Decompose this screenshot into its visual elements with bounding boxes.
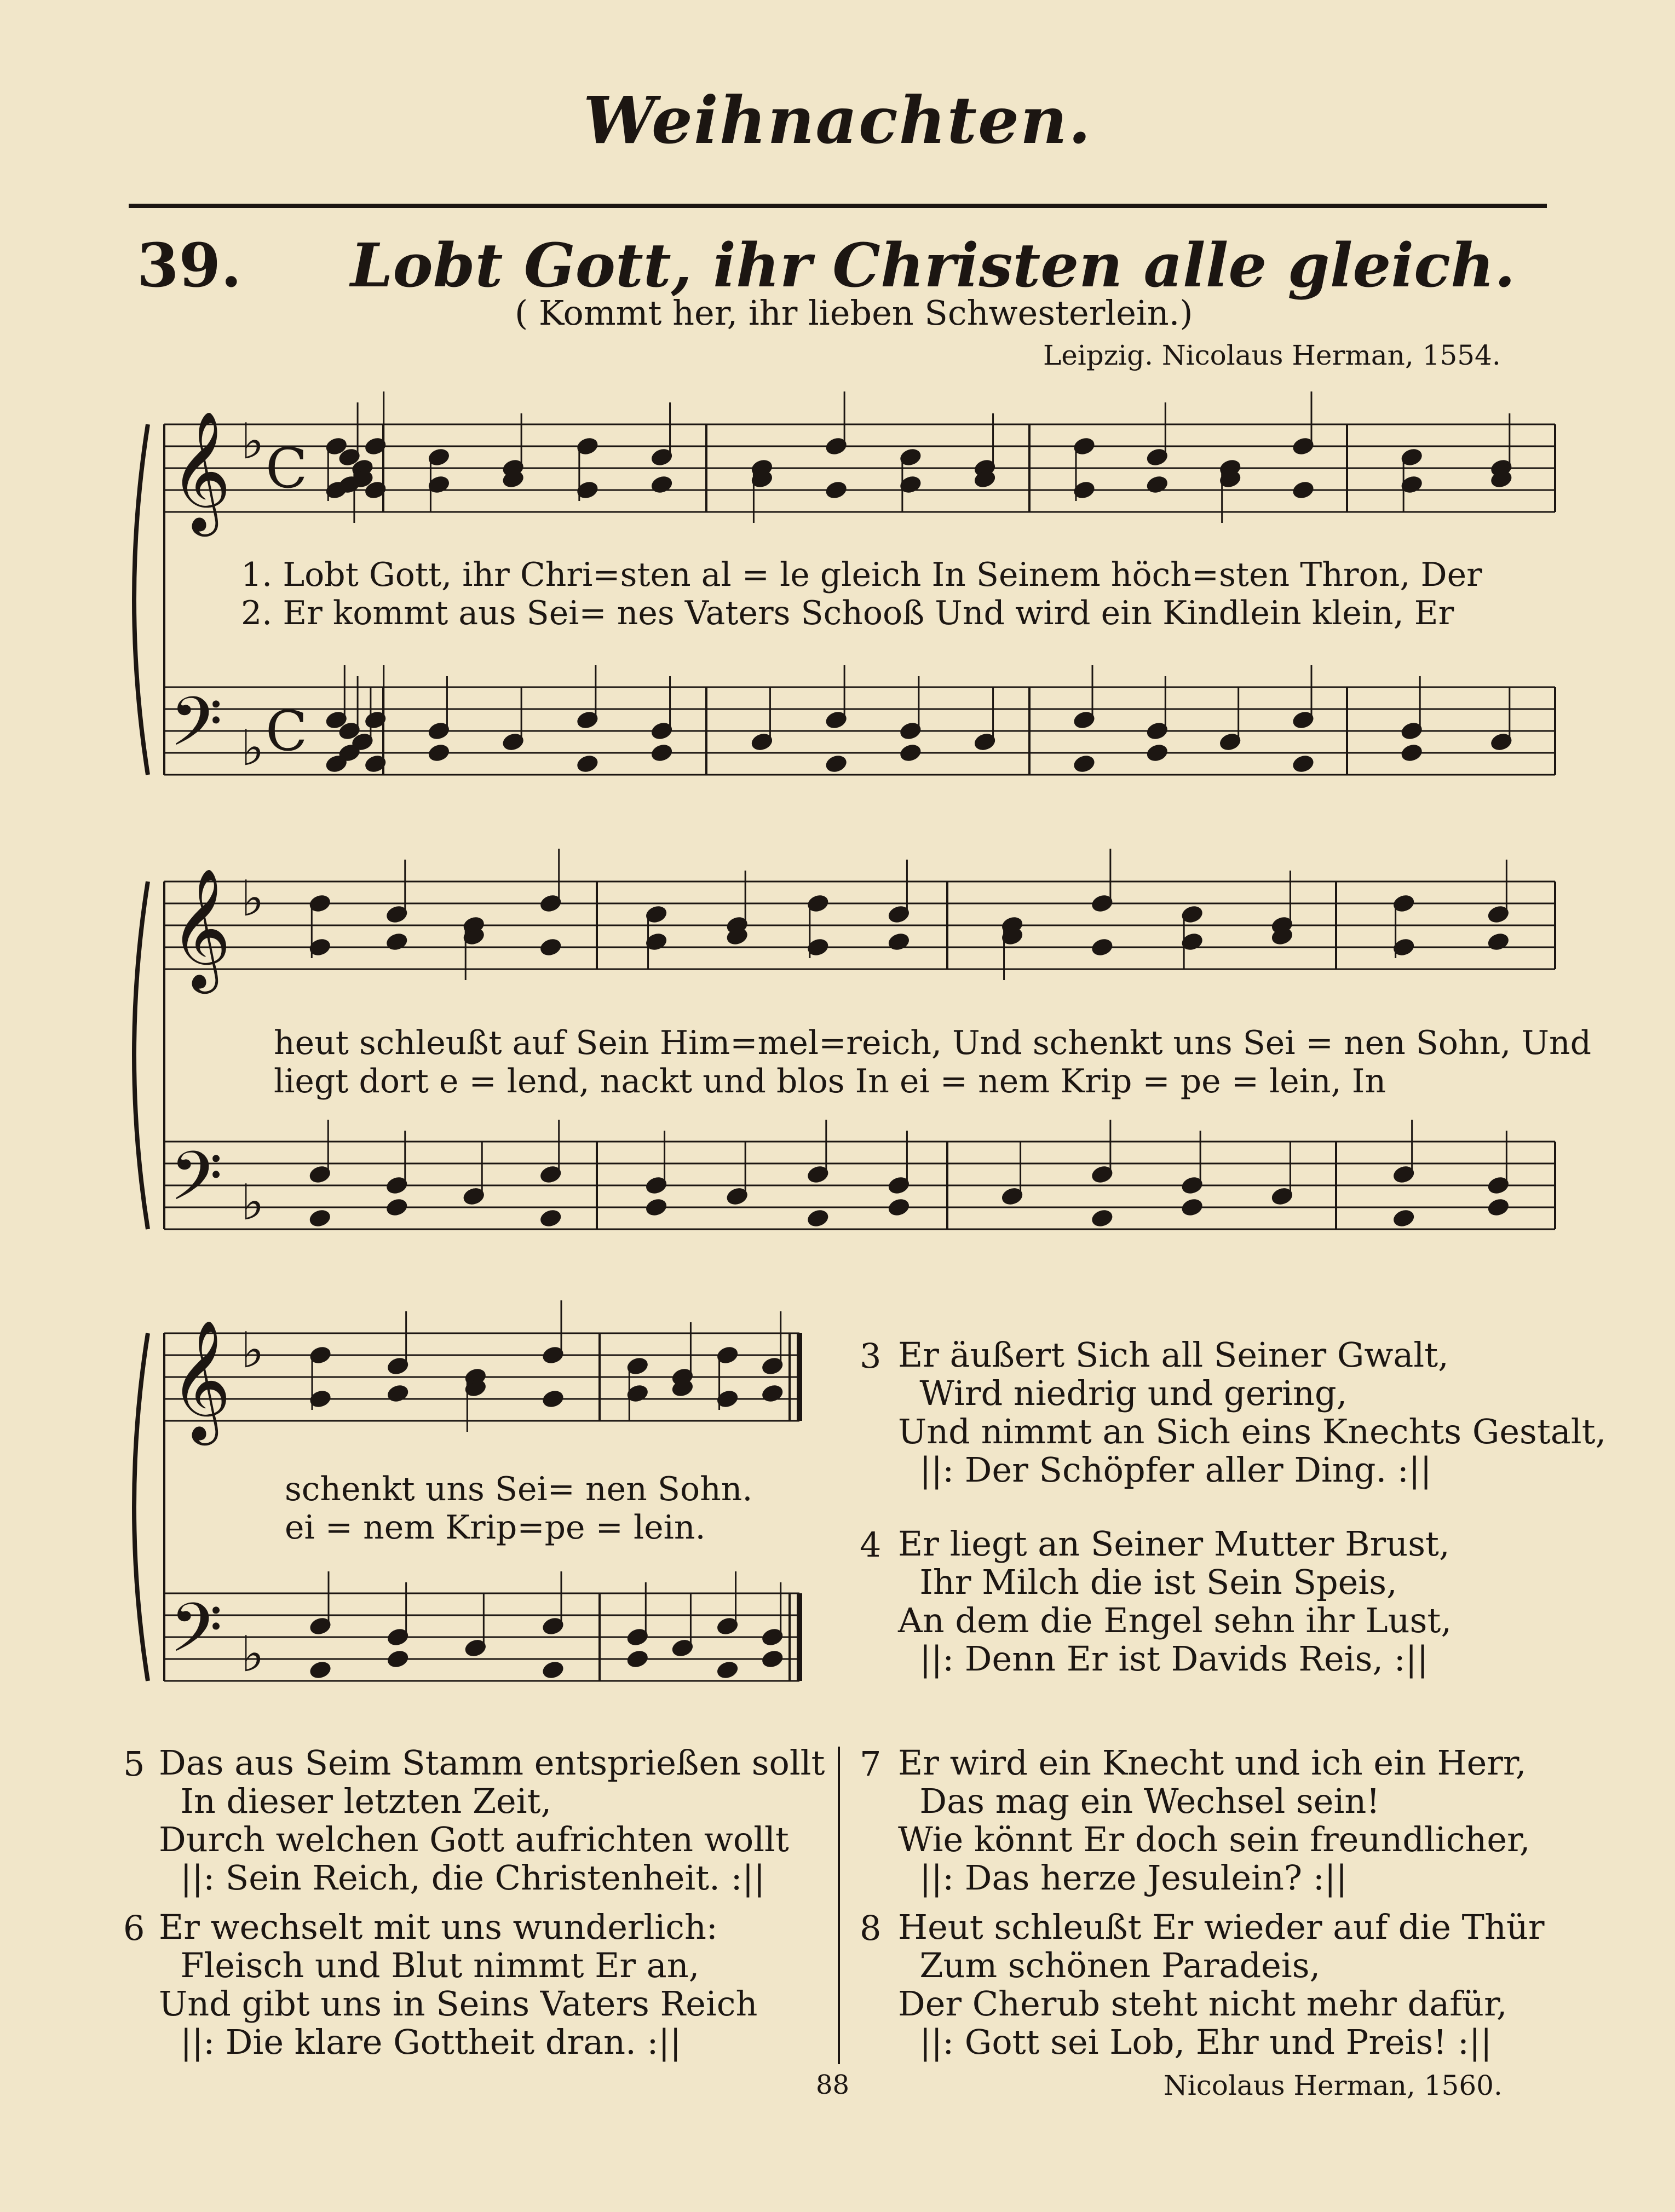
system-brace xyxy=(134,1333,148,1681)
note-head xyxy=(1073,754,1095,773)
system-brace xyxy=(134,882,148,1229)
verse-number: 3 xyxy=(860,1336,882,1376)
time-signature: C xyxy=(266,436,308,500)
note-head xyxy=(1091,1209,1113,1228)
note-head xyxy=(1292,754,1314,773)
note-head xyxy=(309,1209,331,1228)
note-head xyxy=(1292,481,1314,499)
note-head xyxy=(1487,932,1509,951)
note-head xyxy=(428,744,450,762)
bass-clef: 𝄢 xyxy=(170,1589,223,1684)
verse-text: Er wird ein Knecht und ich ein Herr, Das mag ein Wechsel sein! Wie könnt Er doch sein freundlicher, ||: Das herze Jesulein? :|| xyxy=(898,1743,1530,1898)
note-head xyxy=(386,1198,408,1217)
treble-clef: 𝄞 xyxy=(170,867,232,988)
note-head xyxy=(900,744,922,762)
column-divider xyxy=(838,1747,840,2064)
lyric-line: ei = nem Krip=pe = lein. xyxy=(285,1508,706,1547)
lyric-line: liegt dort e = lend, nackt und blos In ei = nem Krip = pe = lein, In xyxy=(274,1062,1386,1101)
lyric-line: heut schleußt auf Sein Him=mel=reich, Und schenkt uns Sei = nen Sohn, Und xyxy=(274,1024,1592,1062)
note-head xyxy=(825,481,847,499)
lyric-line: schenkt uns Sei= nen Sohn. xyxy=(285,1470,753,1508)
bass-clef: 𝄢 xyxy=(170,683,223,778)
note-head xyxy=(386,932,408,951)
section-title: Weihnachten. xyxy=(583,82,1092,158)
note-head xyxy=(1393,1209,1415,1228)
lyric-line: 2. Er kommt aus Sei= nes Vaters Schooß Und wird ein Kindlein klein, Er xyxy=(241,594,1454,632)
verse-number: 8 xyxy=(860,1908,882,1948)
note-head xyxy=(645,1198,667,1217)
note-head xyxy=(888,932,910,951)
verse-number: 4 xyxy=(860,1525,882,1565)
note-head xyxy=(387,1384,409,1403)
note-head xyxy=(716,1661,738,1679)
note-head xyxy=(540,1209,562,1228)
key-signature-flat: ♭ xyxy=(241,870,264,928)
footer-attribution: Nicolaus Herman, 1560. xyxy=(1164,2070,1503,2101)
hymn-attribution: Leipzig. Nicolaus Herman, 1554. xyxy=(1043,339,1501,371)
note-head xyxy=(626,1650,648,1668)
treble-clef: 𝄞 xyxy=(170,410,232,531)
key-signature-flat: ♭ xyxy=(241,719,264,777)
note-head xyxy=(1181,1198,1203,1217)
note-head xyxy=(651,475,672,494)
verse-number: 6 xyxy=(123,1908,145,1948)
bass-clef: 𝄢 xyxy=(170,1137,223,1232)
note-head xyxy=(540,938,562,957)
verse-number: 5 xyxy=(123,1744,145,1784)
verse-text: Heut schleußt Er wieder auf die Thür Zum schönen Paradeis, Der Cherub steht nicht mehr dafür, ||: Gott sei Lob, Ehr und Preis! :|| xyxy=(898,1907,1545,2062)
note-head xyxy=(1487,1198,1509,1217)
note-head xyxy=(807,1209,829,1228)
verse-text: Er liegt an Seiner Mutter Brust, Ihr Milch die ist Sein Speis, An dem die Engel sehn ihr Lust, ||: Denn Er ist Davids Reis, :|| xyxy=(898,1524,1452,1679)
key-signature-flat: ♭ xyxy=(241,413,264,470)
note-head xyxy=(651,744,672,762)
verse-text: Das aus Seim Stamm entsprießen sollt In dieser letzten Zeit, Durch welchen Gott aufrichten wollt ||: Sein Reich, die Christenheit. :|| xyxy=(159,1743,825,1898)
hymn-title: Lobt Gott, ihr Christen alle gleich. xyxy=(350,230,1516,301)
verse-text: Er äußert Sich all Seiner Gwalt, Wird niedrig und gering, Und nimmt an Sich eins Knechts Gestalt, ||: Der Schöpfer aller Ding. :|| xyxy=(898,1335,1607,1490)
verse-text: Er wechselt mit uns wunderlich: Fleisch und Blut nimmt Er an, Und gibt uns in Seins Vaters Reich ||: Die klare Gottheit dran. :|| xyxy=(159,1907,758,2062)
note-head xyxy=(1146,744,1168,762)
hymn-number: 39. xyxy=(137,230,242,301)
hymn-subtitle: ( Kommt her, ihr lieben Schwesterlein.) xyxy=(515,293,1193,333)
note-head xyxy=(1401,744,1423,762)
page-number: 88 xyxy=(816,2070,850,2100)
treble-clef: 𝄞 xyxy=(170,1319,232,1440)
key-signature-flat: ♭ xyxy=(241,1322,264,1379)
note-head xyxy=(762,1650,784,1668)
note-head xyxy=(888,1198,910,1217)
note-head xyxy=(387,1650,409,1668)
key-signature-flat: ♭ xyxy=(241,1174,264,1231)
key-signature-flat: ♭ xyxy=(241,1626,264,1683)
note-head xyxy=(542,1661,564,1679)
note-head xyxy=(577,754,598,773)
note-head xyxy=(1146,475,1168,494)
note-head xyxy=(1091,938,1113,957)
note-head xyxy=(762,1384,784,1403)
note-head xyxy=(309,1661,331,1679)
system-brace xyxy=(134,424,148,775)
note-head xyxy=(542,1390,564,1408)
lyric-line: 1. Lobt Gott, ihr Chri=sten al = le gleich In Seinem höch=sten Thron, Der xyxy=(241,556,1482,594)
note-head xyxy=(825,754,847,773)
time-signature: C xyxy=(266,699,308,763)
verse-number: 7 xyxy=(860,1744,882,1784)
